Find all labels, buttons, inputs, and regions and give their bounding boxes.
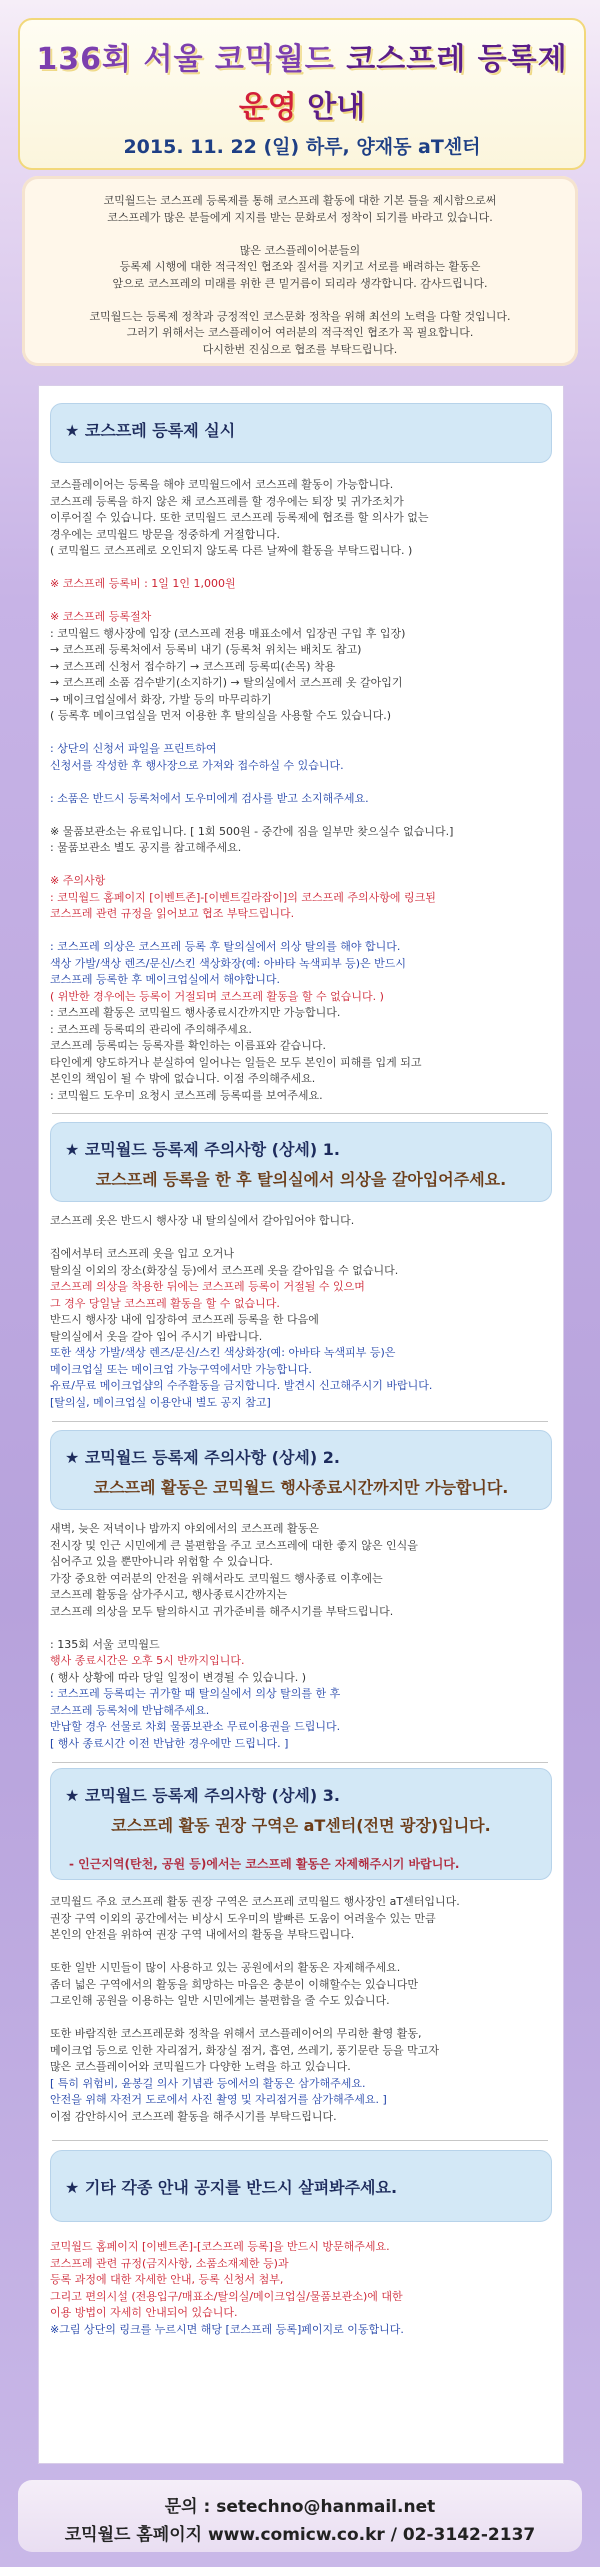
body-line: : 상단의 신청서 파일을 프린트하여: [50, 742, 217, 755]
body-line: 코스프레 의상을 모두 탈의하시고 귀가준비를 해주시기를 부탁드립니다.: [50, 1604, 394, 1618]
divider: [52, 2140, 548, 2141]
body-line: 유료/무료 메이크업샵의 수주활동을 금지합니다. 발견시 신고해주시기 바랍니다.: [50, 1379, 433, 1392]
body-line: 색상 가발/색상 렌즈/문신/스킨 색상화장(예: 아바타 녹색피부 등)은 반드시: [50, 956, 407, 970]
section-registration-header: [50, 403, 552, 463]
intro-line: 코믹월드는 등록제 정착과 긍정적인 코스문화 정착을 위해 최선의 노력을 다할 것입니다.: [89, 309, 511, 323]
body-line: 탈의실에서 옷을 갈아 입어 주시기 바랍니다.: [50, 1329, 263, 1343]
body-line: : 코믹월드 홈페이지 [이벤트존]-[이벤트길라잡이]의 코스프레 주의사항에 링크된: [50, 890, 436, 904]
body-line: : 코스프레 의상은 코스프레 등록 후 탈의실에서 의상 탈의를 해야 합니다.: [50, 940, 401, 953]
body-line: 메이크업실 또는 메이크업 가능구역에서만 가능합니다.: [50, 1362, 312, 1376]
section-subtitle: 코스프레 등록을 한 후 탈의실에서 의상을 갈아입어주세요.: [95, 1170, 507, 1189]
body-line: 본인의 책임이 될 수 밖에 없습니다. 이점 주의해주세요.: [50, 1072, 316, 1085]
body-line: 반드시 행사장 내에 입장하여 코스프레 등록을 한 다음에: [50, 1313, 319, 1326]
body-line: [ 특히 위험비, 윤봉길 의사 기념관 등에서의 활동은 삼가해주세요.: [50, 2076, 366, 2090]
section-title: ★ 코스프레 등록제 실시: [65, 421, 236, 440]
body-line: 코스프레 의상을 착용한 뒤에는 코스프레 등록이 거절될 수 있으며: [50, 1280, 365, 1293]
event-date: 2015. 11. 22 (일) 하루, 양재동 aT센터: [123, 136, 481, 158]
body-line: 그로인해 공원을 이용하는 일반 시민에게는 불편함을 줄 수도 있습니다.: [50, 1994, 390, 2007]
body-line: 이용 방법이 자세히 안내되어 있습니다.: [50, 2306, 238, 2319]
body-line: 그 경우 당일날 코스프레 활동을 할 수 없습니다.: [50, 1296, 280, 1310]
divider: [52, 1113, 548, 1114]
body-line: 코스프레 관련 규정(금지사항, 소품소재제한 등)과: [50, 2256, 289, 2270]
event-program: 코스프레 등록제: [346, 42, 568, 77]
body-line: 코스프레 관련 규정을 읽어보고 협조 부탁드립니다.: [50, 907, 295, 920]
homepage-link[interactable]: 코믹월드 홈페이지 www.comicw.co.kr / 02-3142-2137: [64, 2525, 536, 2545]
body-line: 경우에는 코믹월드 방문을 정중하게 거절합니다.: [50, 527, 281, 541]
section-title: ★ 기타 각종 안내 공지를 반드시 살펴봐주세요.: [65, 2178, 398, 2197]
body-line: : 코스프레 활동은 코믹월드 행사종료시간까지만 가능합니다.: [50, 1006, 341, 1019]
event-name: 136회 서울 코믹월드: [36, 42, 347, 77]
body-line: : 코스프레 등록띠의 관리에 주의해주세요.: [50, 1022, 252, 1036]
body-line: 안전을 위해 자전거 도로에서 사진 촬영 및 자리점거를 삼가해주세요. ]: [50, 2093, 387, 2106]
body-line: : 135회 서울 코믹월드: [50, 1637, 160, 1651]
body-line: ( 위반한 경우에는 등록이 거절되며 코스프레 활동을 할 수 없습니다. ): [50, 989, 384, 1003]
intro-line: 앞으로 코스프레의 미래를 위한 큰 밑거름이 되리라 생각합니다. 감사드립니다.: [112, 276, 488, 290]
section-subtitle: 코스프레 활동은 코믹월드 행사종료시간까지만 가능합니다.: [93, 1478, 509, 1497]
body-line: 또한 일반 시민들이 많이 사용하고 있는 공원에서의 활동은 자제해주세요.: [50, 1961, 401, 1974]
body-line: 권장 구역 이외의 공간에서는 비상시 도우미의 발빠른 도움이 어려울수 있는 만큼: [50, 1911, 436, 1925]
body-line: 또한 바람직한 코스프레문화 정착을 위해서 코스플레이어의 무리한 촬영 활동,: [50, 2027, 422, 2040]
body-line: 그리고 편의시설 (전용입구/매표소/탈의실/메이크업실/물품보관소)에 대한: [50, 2289, 403, 2303]
body-line: → 코스프레 소품 검수받기(소지하기) → 탈의실에서 코스프레 옷 갈아입기: [50, 676, 403, 689]
body-line: 메이크업 등으로 인한 자리점거, 화장실 점거, 흡연, 쓰레기, 풍기문란 등을 막고자: [50, 2043, 439, 2057]
intro-line: 많은 코스플레이어분들의: [239, 243, 361, 257]
intro-line: 등록제 시행에 대한 적극적인 협조와 질서를 지키고 서로를 배려하는 활동은: [119, 260, 481, 273]
header-banner: [18, 18, 586, 170]
section-title: ★ 코믹월드 등록제 주의사항 (상세) 3.: [65, 1786, 340, 1805]
section-title: ★ 코믹월드 등록제 주의사항 (상세) 2.: [65, 1448, 340, 1467]
body-line: [ 행사 종료시간 이전 반납한 경우에만 드립니다. ]: [50, 1736, 289, 1750]
body-line: 코스플레이어는 등록을 해야 코믹월드에서 코스프레 활동이 가능합니다.: [50, 478, 394, 491]
intro-box: [22, 176, 578, 366]
header-title-line2: [20, 82, 584, 126]
body-line: 이루어질 수 있습니다. 또한 코믹월드 코스프레 등록제에 협조를 할 의사가 없는: [50, 511, 429, 524]
body-line: 타인에게 양도하거나 분실하여 일어나는 일들은 모두 본인이 피해를 입게 되고: [50, 1055, 422, 1069]
section-caution2-header: [50, 1430, 552, 1510]
body-line: 코스프레 옷은 반드시 행사장 내 탈의실에서 갈아입어야 합니다.: [50, 1214, 355, 1227]
section-title: ★ 코믹월드 등록제 주의사항 (상세) 1.: [65, 1140, 340, 1159]
body-line: ※그림 상단의 링크를 누르시면 해당 [코스프레 등록]페이지로 이동합니다.: [50, 2322, 404, 2336]
body-line: 코믹월드 홈페이지 [이벤트존]-[코스프레 등록]을 반드시 방문해주세요.: [50, 2240, 390, 2253]
body-line: : 소품은 반드시 등록처에서 도우미에게 검사를 받고 소지해주세요.: [50, 791, 369, 805]
divider: [52, 1762, 548, 1763]
body-line: → 코스프레 신청서 접수하기 → 코스프레 등록띠(손목) 착용: [50, 659, 336, 673]
body-line: 본인의 안전을 위하여 권장 구역 내에서의 활동을 부탁드립니다.: [50, 1928, 355, 1941]
body-line: 전시장 및 인근 시민에게 큰 불편함을 주고 코스프레에 대한 좋지 않은 인식을: [50, 1538, 418, 1552]
body-line: 심어주고 있을 뿐만아니라 위험할 수 있습니다.: [50, 1555, 273, 1568]
contact-email[interactable]: 문의 : setechno@hanmail.net: [164, 2497, 436, 2517]
body-line: → 코스프레 등록처에서 등록비 내기 (등록처 위치는 배치도 참고): [50, 643, 362, 656]
body-line: 새벽, 늦은 저녁이나 밤까지 야외에서의 코스프레 활동은: [50, 1522, 319, 1535]
body-line: [탈의실, 메이크업실 이용안내 별도 공지 참고]: [50, 1395, 271, 1409]
body-line: 코스프레 등록한 후 메이크업실에서 해야합니다.: [50, 973, 281, 986]
section-other-header: [50, 2150, 552, 2222]
intro-line: 그러기 위해서는 코스플레이어 여러분의 적극적인 협조가 꼭 필요합니다.: [126, 326, 474, 339]
section-caution3-header: [50, 1768, 552, 1880]
intro-line: 코스프레가 많은 분들에게 지지를 받는 문화로서 정착이 되기를 바라고 있습니다.: [107, 210, 493, 224]
section-subtitle: 코스프레 활동 권장 구역은 aT센터(전면 광장)입니다.: [111, 1816, 491, 1835]
body-line: 코믹월드 주요 코스프레 활동 권장 구역은 코스프레 코믹월드 행사장인 aT센터입니다.: [50, 1895, 460, 1908]
body-line: 가장 중요한 여러분의 안전을 위해서라도 코믹월드 행사종료 이후에는: [50, 1571, 383, 1585]
section-caution1-header: [50, 1122, 552, 1202]
footer-contact: [18, 2480, 582, 2552]
body-line: 반납할 경우 선물로 차회 물품보관소 무료이용권을 드립니다.: [50, 1720, 341, 1733]
body-line: 행사 종료시간은 오후 5시 반까지입니다.: [50, 1654, 245, 1667]
body-line: 좀더 넓은 구역에서의 활동을 희망하는 마음은 충분이 이해할수는 있습니다만: [50, 1977, 419, 1991]
title-word-operation: 운영: [238, 90, 297, 125]
body-line: 코스프레 등록띠는 등록자를 확인하는 이름표와 같습니다.: [50, 1039, 327, 1052]
body-line: ( 코믹월드 코스프레로 오인되지 않도록 다른 날짜에 활동을 부탁드립니다. ): [50, 544, 413, 557]
body-line: 탈의실 이외의 장소(화장실 등)에서 코스프레 옷을 갈아입을 수 없습니다.: [50, 1263, 399, 1277]
body-line: 이점 감안하시어 코스프레 활동을 해주시기를 부탁드립니다.: [50, 2109, 337, 2123]
body-line: : 코믹월드 행사장에 입장 (코스프레 전용 매표소에서 입장권 구입 후 입장): [50, 626, 406, 640]
header-title-line1: [20, 34, 584, 78]
body-line: 코스프레 등록을 하지 않은 채 코스프레를 할 경우에는 퇴장 및 귀가조치가: [50, 494, 404, 508]
body-line: → 메이크업실에서 화장, 가발 등의 마무리하기: [50, 692, 272, 706]
body-line: 코스프레 활동을 삼가주시고, 행사종료시간까지는: [50, 1588, 288, 1601]
intro-line: 코믹월드는 코스프레 등록제를 통해 코스프레 활동에 대한 기본 틀을 제시함으로써: [103, 194, 497, 207]
section-note: - 인근지역(탄천, 공원 등)에서는 코스프레 활동은 자제해주시기 바랍니다.: [69, 1857, 460, 1871]
title-word-guide: 안내: [296, 90, 366, 125]
body-line: : 코믹월드 도우미 요청시 코스프레 등록띠를 보여주세요.: [50, 1088, 323, 1102]
intro-line: 다시한번 진심으로 협조를 부탁드립니다.: [202, 342, 398, 356]
body-line: ※ 코스프레 등록절차: [50, 610, 152, 623]
body-line: 많은 코스플레이어와 코믹월드가 다양한 노력을 하고 있습니다.: [50, 2060, 351, 2073]
divider: [52, 1421, 548, 1422]
body-line: 또한 색상 가발/색상 렌즈/문신/스킨 색상화장(예: 아바타 녹색피부 등)은: [50, 1346, 396, 1359]
body-line: ※ 코스프레 등록비 : 1일 1인 1,000원: [50, 577, 236, 590]
body-line: 등록 과정에 대한 자세한 안내, 등록 신청서 첨부,: [50, 2273, 284, 2286]
body-line: ※ 주의사항: [50, 874, 106, 887]
body-line: : 코스프레 등록띠는 귀가할 때 탈의실에서 의상 탈의를 한 후: [50, 1687, 341, 1700]
body-line: 집에서부터 코스프레 옷을 입고 오거나: [50, 1247, 235, 1260]
body-line: : 물품보관소 별도 공지를 참고해주세요.: [50, 841, 242, 854]
body-line: 코스프레 등록처에 반납해주세요.: [50, 1703, 210, 1717]
body-line: 신청서를 작성한 후 행사장으로 가져와 접수하실 수 있습니다.: [50, 758, 344, 772]
body-line: ( 등록후 메이크업실을 먼저 이용한 후 탈의실을 사용할 수도 있습니다.): [50, 709, 392, 722]
body-line: ( 행사 상황에 따라 당일 일정이 변경될 수 있습니다. ): [50, 1670, 307, 1684]
body-line: ※ 물품보관소는 유료입니다. [ 1회 500원 - 중간에 짐을 일부만 찾으실수 없습니다.]: [50, 824, 454, 838]
